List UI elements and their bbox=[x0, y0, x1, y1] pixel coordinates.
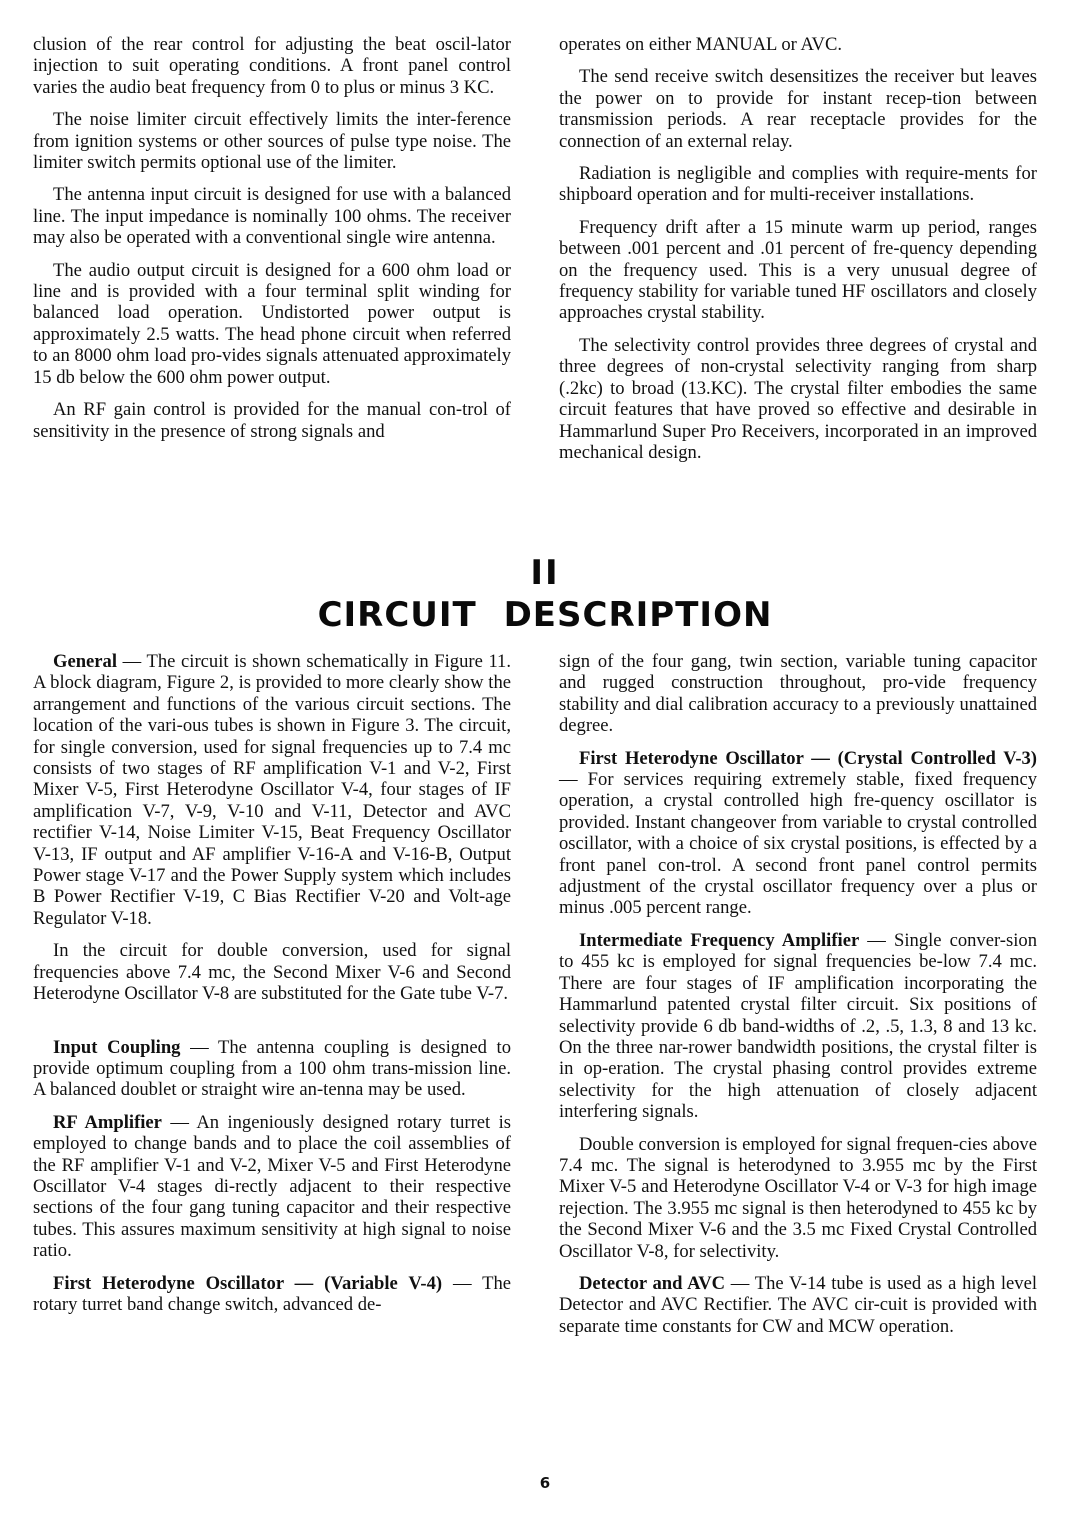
bottom-right-column bbox=[559, 651, 1037, 1348]
paragraph-frequency-drift: Frequency drift after a 15 minute warm up period, ranges between .001 percent and .01 percent of fre-quency depending on the frequency used. This is a very unusual degree of frequency stability for variable tuned HF oscillators and closely approaches crystal stability. bbox=[559, 216, 1037, 324]
paragraph-selectivity: The selectivity control provides three degrees of crystal and three degrees of non-crystal selectivity ranging from sharp (.2kc) to broad (13.KC). The crystal filter embodies the same circuit features that have proved so effective and desirable in Hammarlund Super Pro Receivers, incorporated in an improved mechanical design. bbox=[559, 334, 1037, 463]
paragraph-send-receive: The send receive switch desensitizes the receiver but leaves the power on to provide for instant recep-tion between transmission periods. A rear receptacle provides for the connection of an external relay. bbox=[559, 66, 1037, 152]
section-number: II bbox=[530, 553, 560, 593]
paragraph-input-coupling: Input Coupling — The antenna coupling is designed to provide optimum coupling from a 100 ohm trans-mission line. A balanced doublet or straight wire an-tenna may be used. bbox=[33, 1036, 511, 1101]
top-left-column bbox=[33, 34, 511, 453]
paragraph-rf-gain: An RF gain control is provided for the manual con-trol of sensitivity in the presence of strong signals and bbox=[33, 399, 511, 442]
paragraph-detector-avc: Detector and AVC — The V-14 tube is used as a high level Detector and AVC Rectifier. The AVC cir-cuit is provided with separate time constants for CW and MCW operation. bbox=[559, 1272, 1038, 1337]
paragraph-antenna-input: The antenna input circuit is designed for use with a balanced line. The input impedance is nominally 100 ohms. The receiver may also be operated with a conventional single wire antenna. bbox=[33, 184, 511, 249]
paragraph-lead: Detector and AVC bbox=[579, 1272, 726, 1294]
section-title: CIRCUIT DESCRIPTION bbox=[317, 595, 773, 635]
paragraph-noise-limiter: The noise limiter circuit effectively limits the inter-ference from ignition systems or other sources of pulse type noise. The limiter switch permits optional use of the limiter. bbox=[33, 109, 511, 174]
page-number: 6 bbox=[539, 1474, 551, 1492]
paragraph-lead: Intermediate Frequency Amplifier bbox=[579, 929, 860, 951]
paragraph-radiation: Radiation is negligible and complies with require-ments for shipboard operation and for multi-receiver installations. bbox=[559, 163, 1037, 206]
top-right-column bbox=[559, 34, 1037, 474]
paragraph-lead: First Heterodyne Oscillator — (Crystal Controlled V-3) bbox=[579, 747, 1037, 769]
paragraph-lead: First Heterodyne Oscillator — (Variable V-4) bbox=[53, 1272, 443, 1294]
paragraph-first-het-osc-variable: First Heterodyne Oscillator — (Variable V-4) — The rotary turret band change switch, advanced de- bbox=[33, 1272, 511, 1315]
paragraph-double-conversion-tubes: In the circuit for double conversion, used for signal frequencies above 7.4 mc, the Second Mixer V-6 and Second Heterodyne Oscillator V-8 are substituted for the Gate tube V-7. bbox=[33, 940, 511, 1005]
paragraph-audio-output: The audio output circuit is designed for a 600 ohm load or line and is provided with a four terminal split winding for balanced load operation. Undistorted power output is approximately 2.5 watts. The head phone circuit when referred to an 8000 ohm load pro-vides signals attenuated approximately 15 db below the 600 ohm power output. bbox=[33, 259, 511, 388]
paragraph-first-het-osc-crystal: First Heterodyne Oscillator — (Crystal Controlled V-3) — For services requiring extremely stable, fixed frequency operation, a crystal controlled high fre-quency oscillator is provided. Instant changeover from variable to crystal controlled oscillator, with a choice of six crystal positions, is effected by a front panel con-trol. A second front panel control permits adjustment of the crystal oscillator frequency over a plus or minus .005 percent range. bbox=[559, 747, 1037, 919]
paragraph-turret-continued: sign of the four gang, twin section, variable tuning capacitor and rugged construction throughout, pro-vide frequency stability and dial calibration accuracy to a previously unattained degree. bbox=[559, 651, 1037, 737]
bottom-left-column bbox=[33, 651, 511, 1326]
paragraph-manual-avc: operates on either MANUAL or AVC. bbox=[559, 34, 842, 55]
paragraph-double-conversion: Double conversion is employed for signal frequen-cies above 7.4 mc. The signal is heterodyned to 3.955 mc by the First Mixer V-5 and Heterodyne Oscillator V-4 or V-3 for high image rejection. The 3.955 mc signal is then heterodyned to 455 kc by the Second Mixer V-6 and the 3.5 mc Fixed Crystal Controlled Oscillator V-8, for selectivity. bbox=[559, 1133, 1037, 1262]
paragraph-if-amplifier: Intermediate Frequency Amplifier — Single conver-sion to 455 kc is employed for signal frequencies be-low 7.4 mc. There are four stages of IF amplification incorporating the Hammarlund patented crystal filter circuit. Six positions of selectivity provide 6 db band-widths of .2, .5, 1.3, 8 and 13 kc. On the three nar-rower bandwidth positions, the crystal filter is in op-eration. The crystal phasing control provides extreme selectivity for the high attenuation of closely adjacent interfering signals. bbox=[559, 929, 1037, 1123]
paragraph-general: General — The circuit is shown schematically in Figure 11. A block diagram, Figure 2, is provided to more clearly show the arrangement and functions of the various circuit sections. The location of the vari-ous tubes is shown in Figure 3. The circuit, for single conversion, used for signal frequencies up to 7.4 mc consists of two stages of RF amplification V-1 and V-2, First Mixer V-5, First Heterodyne Oscillator V-4, four stages of IF amplification V-7, V-9, V-10 and V-11, Detector and AVC rectifier V-14, Noise Limiter V-15, Beat Frequency Oscillator V-13, IF output and AF amplifier V-16-A and V-16-B, Output Power stage V-17 and the Power Supply system which includes B Power Rectifier V-19, C Bias Rectifier V-20 and Volt-age Regulator V-18. bbox=[33, 651, 511, 929]
paragraph-bfo-injection: clusion of the rear control for adjusting the beat oscil-lator injection to suit operating conditions. A front panel control varies the audio beat frequency from 0 to plus or minus 3 KC. bbox=[33, 34, 511, 98]
paragraph-lead: General bbox=[53, 651, 118, 672]
paragraph-rf-amplifier: RF Amplifier — An ingeniously designed rotary turret is employed to change bands and to place the coil assemblies of the RF amplifier V-1 and V-2, Mixer V-5 and First Heterodyne Oscillator V-4 stages di-rectly adjacent to their respective sections of the four gang tuning capacitor and their respective tubes. This assures maximum sensitivity at high signal to noise ratio. bbox=[33, 1111, 511, 1262]
paragraph-lead: Input Coupling bbox=[53, 1036, 181, 1058]
paragraph-lead: RF Amplifier bbox=[53, 1111, 162, 1133]
section-heading bbox=[0, 553, 1090, 637]
